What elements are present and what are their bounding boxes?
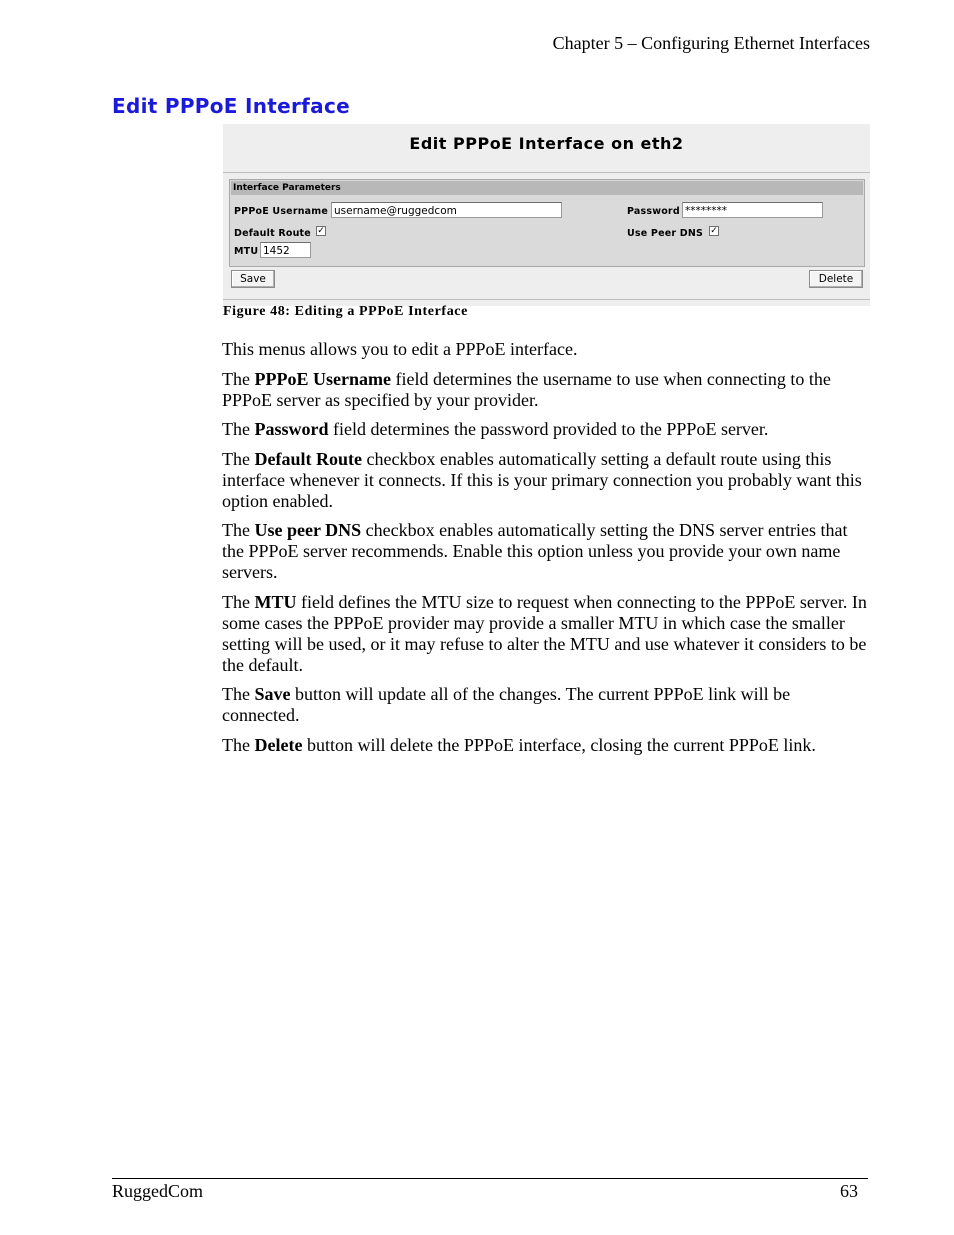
- section-title: Edit PPPoE Interface: [112, 94, 350, 118]
- default-route-checkbox[interactable]: ✓: [317, 226, 325, 236]
- figure-screenshot: [223, 124, 870, 306]
- footer-divider: [112, 1178, 868, 1179]
- panel-header: Interface Parameters: [231, 181, 863, 195]
- paragraph: The Use peer DNS checkbox enables automatically setting the DNS server entries that the PPPoE server recommends. Enable this option unless you provide your own name servers.: [222, 520, 848, 582]
- paragraph: This menus allows you to edit a PPPoE interface.: [222, 339, 578, 359]
- peer-dns-checkbox[interactable]: ✓: [710, 226, 718, 236]
- footer-company: RuggedCom: [112, 1181, 204, 1201]
- body-text: [222, 339, 870, 764]
- delete-button[interactable]: Delete: [809, 270, 863, 288]
- username-input[interactable]: username@ruggedcom: [331, 202, 562, 218]
- paragraph: The Default Route checkbox enables automatically setting a default route using this interface whenever it connects. If this is your primary connection you probably want this option enabled.: [222, 448, 862, 511]
- mtu-label: MTU: [234, 246, 259, 257]
- page-number: 63: [840, 1181, 858, 1201]
- divider: [223, 299, 870, 300]
- mtu-input[interactable]: 1452: [260, 242, 311, 258]
- password-input[interactable]: ********: [682, 202, 823, 218]
- paragraph: The PPPoE Username field determines the username to use when connecting to the PPPoE server as specified by your provider.: [222, 368, 831, 410]
- figure-caption: Figure 48: Editing a PPPoE Interface: [223, 304, 468, 319]
- divider: [223, 172, 870, 173]
- paragraph: The Save button will update all of the changes. The current PPPoE link will be connected.: [222, 684, 791, 725]
- save-button[interactable]: Save: [231, 270, 275, 288]
- form-title: Edit PPPoE Interface on eth2: [409, 134, 684, 153]
- paragraph: The MTU field defines the MTU size to request when connecting to the PPPoE server. In some cases the PPPoE provider may provide a smaller MTU in which case the smaller setting will be used, or it may refuse to alter the MTU and use whatever it considers to be the default.: [222, 591, 867, 675]
- running-header: Chapter 5 – Configuring Ethernet Interfaces: [552, 33, 870, 53]
- username-label: PPPoE Username: [234, 206, 329, 217]
- peer-dns-label: Use Peer DNS: [627, 228, 704, 239]
- password-label: Password: [627, 206, 680, 217]
- paragraph: The Password field determines the password provided to the PPPoE server.: [222, 419, 769, 439]
- default-route-label: Default Route: [234, 228, 311, 239]
- paragraph: The Delete button will delete the PPPoE interface, closing the current PPPoE link.: [222, 734, 816, 755]
- interface-parameters-panel: [229, 179, 865, 267]
